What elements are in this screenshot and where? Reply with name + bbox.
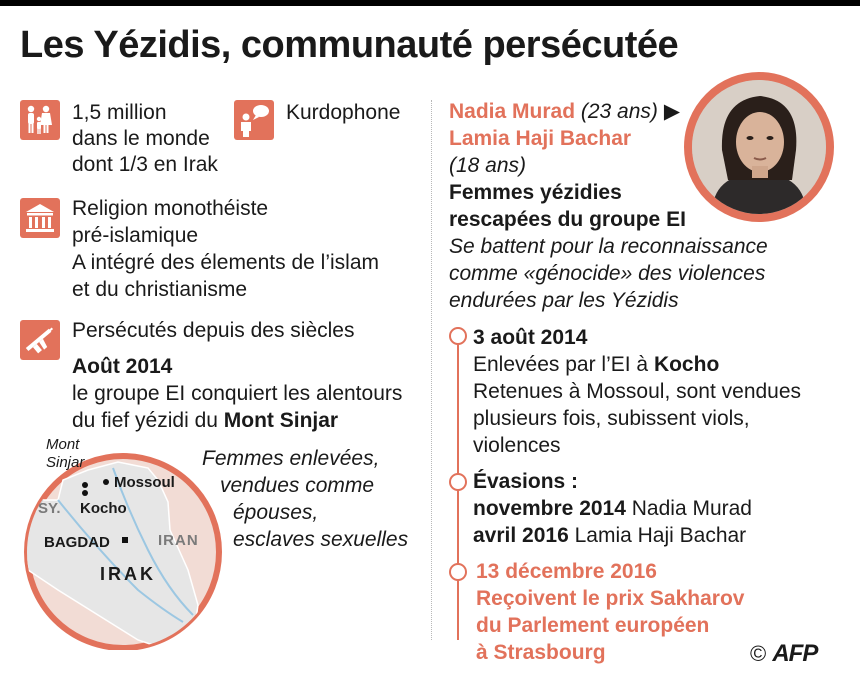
t3-line-3: à Strasbourg xyxy=(476,641,606,664)
timeline-line-3 xyxy=(457,578,459,640)
map-label-syria: SY. xyxy=(38,500,61,517)
desc-italic-2: comme «génocide» des violences xyxy=(449,262,766,285)
afp-logo: AFP xyxy=(772,640,818,667)
timeline-dot-1 xyxy=(449,327,467,345)
religion-line-3: A intégré des élements de l’islam xyxy=(72,251,379,274)
desc-italic-3: endurées par les Yézidis xyxy=(449,289,679,312)
map-label-sinjar: Sinjar xyxy=(46,454,85,471)
map-label-mossoul: Mossoul xyxy=(114,474,175,491)
women-note-line-4: esclaves sexuelles xyxy=(233,528,409,551)
desc-italic-1: Se battent pour la reconnaissance xyxy=(449,235,768,258)
t3-line-2: du Parlement européen xyxy=(476,614,710,637)
persecution-line-2: du fief yézidi du Mont Sinjar xyxy=(72,409,339,432)
age-lamia: (18 ans) xyxy=(449,154,527,177)
t2-title: Évasions : xyxy=(473,470,579,493)
religion-line-4: et du christianisme xyxy=(72,278,248,301)
religion-line-1: Religion monothéiste xyxy=(72,197,269,220)
temple-icon xyxy=(20,198,60,238)
map-label-iran: IRAN xyxy=(158,532,199,549)
persecution-line-1: le groupe EI conquiert les alentours xyxy=(72,382,403,405)
religion-line-2: pré-islamique xyxy=(72,224,199,247)
copyright-symbol: © xyxy=(750,641,767,666)
language-label: Kurdophone xyxy=(286,101,401,124)
population-line-2: dans le monde xyxy=(72,127,210,150)
timeline-line-2 xyxy=(457,482,459,568)
t1-line-3: plusieurs fois, subissent viols, xyxy=(473,407,750,430)
portrait-photo xyxy=(684,72,834,222)
rifle-icon xyxy=(20,320,60,360)
name-lamia: Lamia Haji Bachar xyxy=(449,127,632,150)
timeline-line-1 xyxy=(457,336,459,474)
population-line-1: 1,5 million xyxy=(72,101,167,124)
desc-bold-2: rescapées du groupe EI xyxy=(449,208,686,231)
map-label-mont: Mont xyxy=(46,436,80,453)
page-title: Les Yézidis, communauté persécutée xyxy=(20,24,679,66)
family-icon xyxy=(20,100,60,140)
t2-line-2: avril 2016 Lamia Haji Bachar xyxy=(473,524,747,547)
women-note-line-3: épouses, xyxy=(233,501,319,524)
population-line-3: dont 1/3 en Irak xyxy=(72,153,218,176)
name-nadia: Nadia Murad (23 ans) ▶ xyxy=(449,100,681,123)
timeline-dot-3 xyxy=(449,563,467,581)
desc-bold-1: Femmes yézidies xyxy=(449,181,622,204)
speech-icon xyxy=(234,100,274,140)
top-bar xyxy=(0,0,860,6)
map-label-bagdad: BAGDAD xyxy=(44,534,110,551)
women-note-line-1: Femmes enlevées, xyxy=(202,447,380,470)
t1-line-1: Enlevées par l’EI à Kocho xyxy=(473,353,720,376)
map-label-irak: IRAK xyxy=(100,564,156,584)
persecution-intro: Persécutés depuis des siècles xyxy=(72,319,355,342)
t1-line-2: Retenues à Mossoul, sont vendues xyxy=(473,380,802,403)
map-label-kocho: Kocho xyxy=(80,500,127,517)
t3-date: 13 décembre 2016 xyxy=(476,560,657,583)
iraq-map xyxy=(18,436,228,650)
t2-line-1: novembre 2014 Nadia Murad xyxy=(473,497,752,520)
afp-credit xyxy=(750,640,817,668)
column-divider xyxy=(431,100,432,640)
women-note-line-2: vendues comme xyxy=(220,474,375,497)
timeline-dot-2 xyxy=(449,473,467,491)
persecution-date: Août 2014 xyxy=(72,355,173,378)
t3-line-1: Reçoivent le prix Sakharov xyxy=(476,587,745,610)
t1-line-4: violences xyxy=(473,434,561,457)
t1-date: 3 août 2014 xyxy=(473,326,588,349)
